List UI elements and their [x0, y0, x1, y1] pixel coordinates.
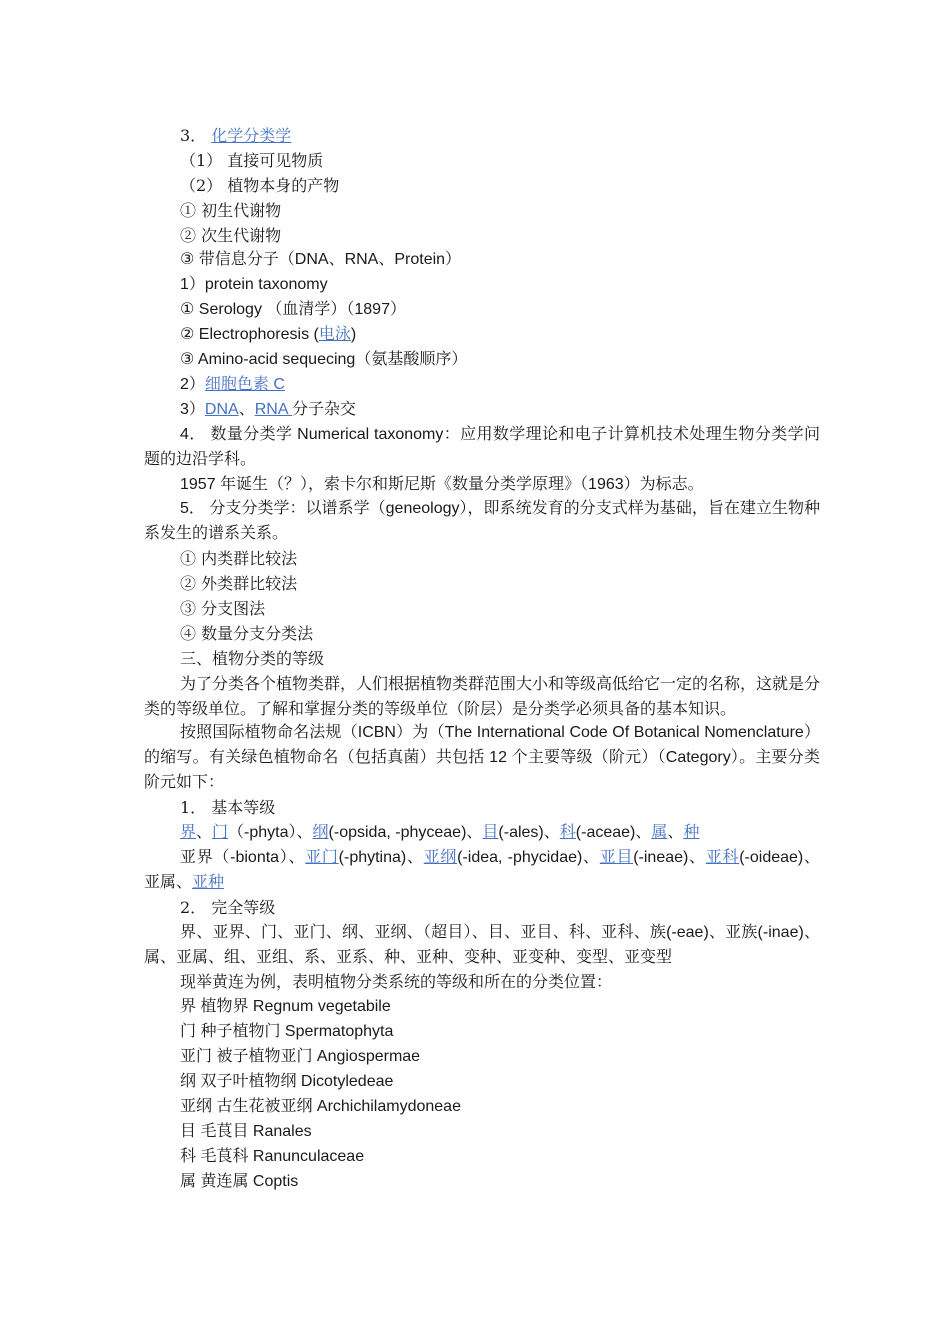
text-line: ③ 分支图法 — [180, 598, 266, 618]
link-subfamily[interactable]: 亚科 — [705, 848, 740, 866]
text-line: ③ Amino-acid sequecing（氨基酸顺序） — [180, 351, 468, 369]
link-rna[interactable]: RNA — [254, 400, 293, 418]
line-text: 、 — [667, 824, 684, 842]
line-text: (-phytina)、 — [338, 848, 424, 866]
paragraph-icbn: 按照国际植物命名法规（ICBN）为（The International Code Of Botanical Nomenclature）的缩写。有关绿色植物命名（包括真菌）共包括 12 个主要等级（阶元）（Category）。主要分类阶元如下： — [144, 724, 820, 792]
paragraph-numerical-taxonomy: 4． 数量分类学 Numerical taxonomy：应用数学理论和电子计算机技术处理生物分类学问题的边沿学科。 — [144, 425, 820, 468]
paragraph-rank-intro: 为了分类各个植物类群，人们根据植物类群范围大小和等级高低给它一定的名称，这就是分类的等级单位。了解和掌握分类的等级单位（阶层）是分类学必须具备的基本知识。 — [144, 673, 821, 718]
line-text: ② Electrophoresis ( — [180, 326, 319, 344]
cytochrome-line — [144, 373, 820, 398]
line-text: (-idea, -phycidae)、 — [457, 848, 600, 866]
line-text: (-opsida, -phyceae)、 — [328, 824, 483, 842]
line-text: 、 — [196, 824, 213, 842]
electrophoresis-line — [144, 323, 820, 348]
link-suborder[interactable]: 亚目 — [599, 848, 634, 866]
link-species[interactable]: 种 — [683, 824, 700, 842]
link-dna[interactable]: DNA — [204, 400, 239, 418]
text-line: 现举黄连为例，表明植物分类系统的等级和所在的分类位置： — [180, 972, 613, 992]
document-body — [144, 124, 820, 1195]
link-order[interactable]: 目 — [482, 824, 499, 842]
link-genus[interactable]: 属 — [651, 824, 668, 842]
link-phylum[interactable]: 门 — [212, 824, 229, 842]
paragraph-cladistics: 5． 分支分类学：以谱系学（geneology），即系统发育的分支式样为基础，旨在建立生物种系发生的谱系关系。 — [144, 500, 820, 543]
line-text: (-ineae)、 — [633, 848, 706, 866]
text-line: ③ 带信息分子（DNA、RNA、Protein） — [180, 251, 462, 269]
line-text: （-phyta）、 — [228, 824, 313, 842]
subheading-basic-ranks: 1． 基本等级 — [180, 798, 276, 818]
taxonomy-order-line: 目 毛茛目 Ranales — [180, 1122, 312, 1140]
taxonomy-genus-line: 属 黄连属 Coptis — [180, 1172, 299, 1190]
line-text: 分子杂交 — [292, 400, 357, 418]
taxonomy-subclass-line: 亚纲 古生花被亚纲 Archichilamydoneae — [180, 1097, 461, 1115]
text-line: ② 次生代谢物 — [180, 225, 282, 245]
line-text: (-aceae)、 — [575, 824, 652, 842]
link-electrophoresis[interactable]: 电泳 — [318, 326, 351, 344]
paragraph-complete-ranks: 界、亚界、门、亚门、纲、亚纲、（超目）、目、亚目、科、亚科、族(-eae)、亚族(-inae)、属、亚属、组、亚组、系、亚系、种、亚种、变种、亚变种、变型、亚变型 — [144, 923, 820, 966]
subheading-complete-ranks: 2． 完全等级 — [180, 897, 276, 917]
dna-rna-line — [144, 398, 820, 423]
text-line: ① 内类群比较法 — [180, 549, 298, 569]
line-text: (-ales)、 — [498, 824, 560, 842]
link-family[interactable]: 科 — [559, 824, 576, 842]
taxonomy-kingdom-line: 界 植物界 Regnum vegetabile — [180, 998, 391, 1016]
line-text: (-oideae)、亚属、 — [144, 848, 820, 891]
link-subspecies[interactable]: 亚种 — [192, 873, 225, 891]
text-line: （2） 植物本身的产物 — [180, 175, 340, 195]
link-subclass[interactable]: 亚纲 — [423, 848, 458, 866]
link-subphylum[interactable]: 亚门 — [305, 848, 339, 866]
taxonomy-class-line: 纲 双子叶植物纲 Dicotyledeae — [180, 1073, 394, 1091]
text-line: ④ 数量分支分类法 — [180, 623, 314, 643]
link-cytochrome-c[interactable]: 细胞色素 C — [204, 375, 285, 393]
link-kingdom[interactable]: 界 — [180, 824, 197, 842]
text-line: ① 初生代谢物 — [180, 200, 282, 220]
text-line: 1）protein taxonomy — [180, 276, 328, 294]
text-line: （1） 直接可见物质 — [180, 150, 324, 170]
link-chemotaxonomy[interactable]: 化学分类学 — [211, 126, 292, 145]
text-line: ① Serology （血清学）（1897） — [180, 301, 406, 319]
line-text: 、 — [238, 400, 255, 418]
line-text: 亚界（-bionta）、 — [180, 848, 306, 866]
section-heading: 三、植物分类的等级 — [180, 648, 325, 668]
heading-chemotaxonomy — [144, 124, 820, 149]
line-text: ) — [350, 326, 357, 344]
line-text: 3） — [180, 400, 205, 418]
section-number: 3． — [180, 126, 207, 145]
text-line: 1957 年诞生（？），索卡尔和斯尼斯《数量分类学原理》（1963）为标志。 — [180, 475, 704, 493]
link-class[interactable]: 纲 — [312, 824, 329, 842]
taxonomy-family-line: 科 毛茛科 Ranunculaceae — [180, 1147, 365, 1165]
taxonomy-phylum-line: 门 种子植物门 Spermatophyta — [180, 1023, 394, 1041]
taxonomy-subphylum-line: 亚门 被子植物亚门 Angiospermae — [180, 1048, 421, 1066]
line-text: 2） — [180, 375, 205, 393]
basic-ranks-line — [144, 821, 820, 846]
text-line: ② 外类群比较法 — [180, 574, 298, 594]
sub-ranks-paragraph — [144, 846, 820, 896]
